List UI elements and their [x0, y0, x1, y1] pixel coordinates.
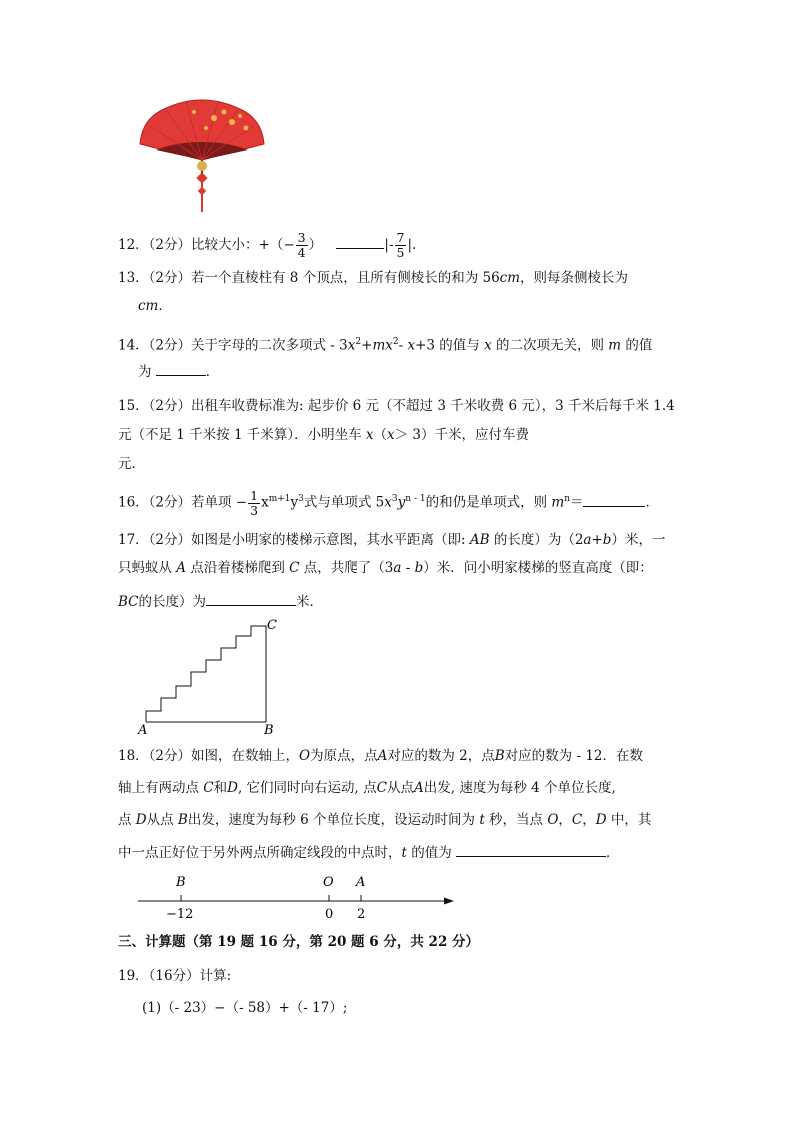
- question-17-line-3: BC的长度）为 米．: [118, 591, 323, 612]
- answer-blank-14[interactable]: [156, 361, 206, 376]
- question-18-line-2: 轴上有两动点 C和D, 它们同时向右运动, 点C从点A出发, 速度为每秒 4 个单位长度,: [118, 780, 616, 796]
- answer-blank-18[interactable]: [456, 842, 606, 857]
- fraction-1-3: $\frac{1}{3}$: [250, 487, 259, 518]
- label-b: B: [264, 723, 274, 738]
- label-a: A: [138, 723, 148, 738]
- number-line-arrow: [444, 898, 454, 905]
- fraction-3-4: $\frac{3}{4}$: [297, 230, 306, 260]
- fraction-7-5: $\frac{7}{5}$: [396, 230, 405, 260]
- question-17-line-2: 只蚂蚁从 A 点沿着楼梯爬到 C 点，共爬了（3a - b）米．问小明家楼梯的竖直高度（即：: [118, 560, 653, 576]
- question-12: 12．（2分）比较大小：+（− $\frac{3}{4}$ ） |- $\frac{7}{5}$ |.: [118, 230, 417, 260]
- question-19-title: 19．（16分）计算:: [118, 968, 232, 984]
- question-13-line-2: cm．: [138, 298, 172, 314]
- question-18-line-3: 点 D从点 B出发，速度为每秒 6 个单位长度，设运动时间为 t 秒，当点 O，C，D 中，其: [118, 812, 652, 828]
- tick-value-a: 2: [357, 907, 366, 922]
- point-label-b: B: [176, 875, 186, 890]
- tick-value-b: −12: [166, 907, 194, 922]
- tick-value-o: 0: [325, 907, 334, 922]
- point-label-a: A: [356, 875, 366, 890]
- point-label-o: O: [323, 875, 334, 890]
- staircase-steps: [146, 626, 266, 722]
- question-16: 16．（2分）若单项 − $\frac{1}{3}$ $x^{m+1}y^3$式与单项式 $5x^3y^{n - 1}$的和仍是单项式，则 $m^n=$ ．: [118, 487, 659, 518]
- question-13-line-1: 13．（2分）若一个直棱柱有 8 个顶点，且所有侧棱长的和为 56cm，则每条侧棱长为: [118, 270, 629, 286]
- question-17-line-1: 17．（2分）如图是小明家的楼梯示意图，其水平距离（即: AB 的长度）为（2a+b）米，一: [118, 532, 666, 548]
- question-15-line-2: 元（不足 1 千米按 1 千米算）．小明坐车 x（x＞ 3）千米，应付车费: [118, 427, 530, 443]
- question-18-line-4: 中一点正好位于另外两点所确定线段的中点时，t 的值为 ．: [118, 842, 620, 863]
- question-14-line-2: 为 ．: [138, 361, 219, 382]
- question-14-line-1: 14．（2分）关于字母的二次多项式 - $3x^2+mx^2-$ x+3 的值与 x 的二次项无关，则 m 的值: [118, 337, 653, 354]
- staircase-diagram: [136, 614, 286, 738]
- paper-fan-illustration: [136, 98, 268, 214]
- section-3-heading: 三、计算题（第 19 题 16 分，第 20 题 6 分，共 22 分）: [118, 934, 480, 950]
- answer-blank-16[interactable]: [583, 492, 645, 507]
- question-18-line-1: 18．（2分）如图，在数轴上，O为原点，点A对应的数为 2，点B对应的数为 - 12．在数: [118, 748, 643, 764]
- answer-blank-17[interactable]: [206, 591, 296, 606]
- label-c: C: [267, 618, 277, 633]
- question-19-part-1: (1)（- 23）−（- 58）+（- 17）;: [142, 1000, 348, 1016]
- number-line-diagram: [136, 868, 456, 924]
- question-15-line-1: 15．（2分）出租车收费标准为: 起步价 6 元（不超过 3 千米收费 6 元），3 千米后每千米 1.4: [118, 398, 675, 414]
- question-15-line-3: 元．: [118, 456, 145, 472]
- answer-blank-12[interactable]: [336, 234, 384, 249]
